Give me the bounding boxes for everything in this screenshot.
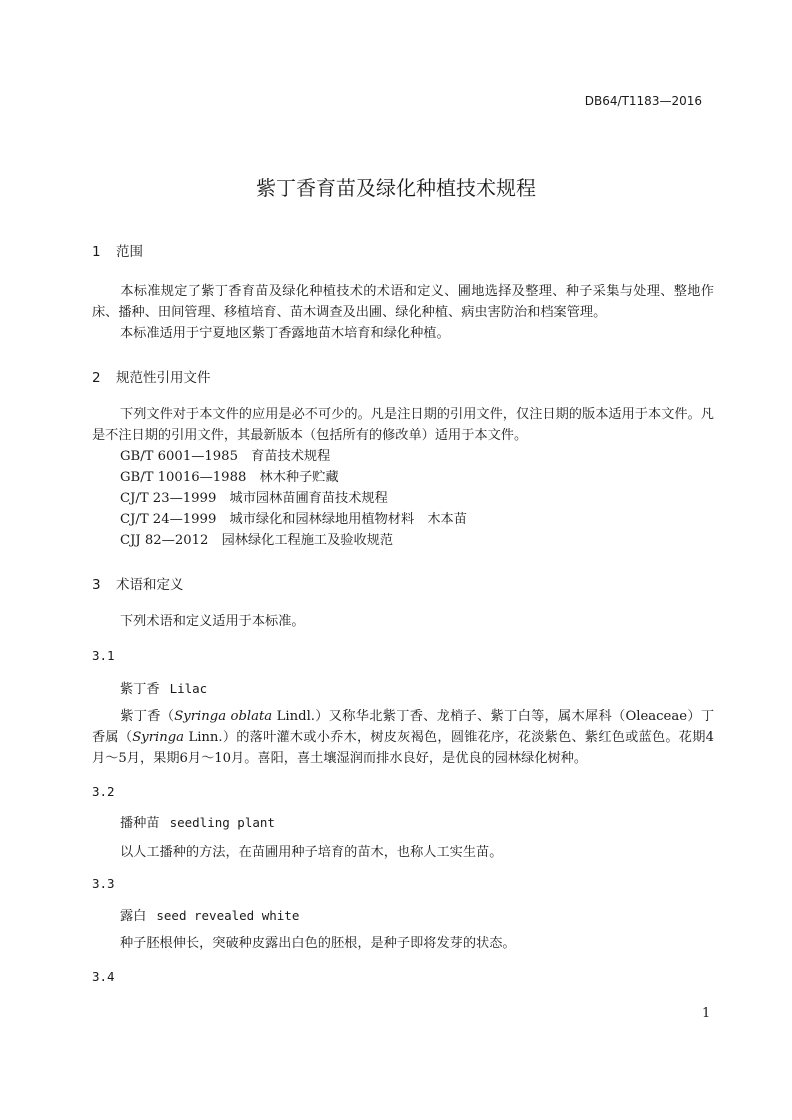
- section-3-intro: 下列术语和定义适用于本标准。: [120, 614, 305, 629]
- term-number: 3.3: [92, 876, 115, 891]
- term-definition: 以人工播种的方法，在苗圃用种子培育的苗木，也称人工实生苗。: [120, 845, 503, 860]
- reference-code: CJ/T 24—1999: [120, 512, 217, 527]
- term-heading: [120, 678, 207, 697]
- term-english: seedling plant: [169, 815, 275, 830]
- section-number: 2: [92, 370, 101, 386]
- reference-name: 林木种子贮藏: [259, 470, 339, 485]
- reference-name: 城市园林苗圃育苗技术规程: [229, 491, 388, 506]
- reference-item: [120, 509, 467, 530]
- section-2-heading: [92, 366, 211, 386]
- section-title: 术语和定义: [116, 577, 184, 593]
- section-number: 1: [92, 244, 101, 260]
- reference-code: GB/T 6001—1985: [120, 449, 238, 464]
- document-code: DB64/T1183—2016: [584, 94, 702, 108]
- section-title: 范围: [116, 244, 143, 260]
- section-title: 规范性引用文件: [116, 370, 211, 386]
- reference-name: 育苗技术规程: [251, 449, 331, 464]
- section-1-paragraph-1: 本标准规定了紫丁香育苗及绿化种植技术的术语和定义、圃地选择及整理、种子采集与处理、整地作床、播种、田间管理、移植培育、苗木调查及出圃、绿化种植、病虫害防治和档案管理。: [92, 284, 714, 320]
- reference-item: [120, 467, 339, 488]
- reference-code: GB/T 10016—1988: [120, 470, 247, 485]
- reference-name: 园林绿化工程施工及验收规范: [221, 533, 394, 548]
- term-number: 3.4: [92, 969, 115, 984]
- term-chinese: 播种苗: [120, 816, 160, 831]
- term-heading: [120, 812, 275, 831]
- term-definition: 种子胚根伸长，突破种皮露出白色的胚根，是种子即将发芽的状态。: [120, 936, 516, 951]
- term-english: seed revealed white: [156, 908, 300, 923]
- section-1-paragraph-2: 本标准适用于宁夏地区紫丁香露地苗木培育和绿化种植。: [120, 326, 450, 341]
- reference-name: 城市绿化和园林绿地用植物材料 木本苗: [229, 512, 467, 527]
- term-number: 3.2: [92, 784, 115, 799]
- reference-code: CJJ 82—2012: [120, 533, 209, 548]
- reference-item: [120, 488, 388, 509]
- reference-item: [120, 530, 393, 551]
- section-2-intro: 下列文件对于本文件的应用是必不可少的。凡是注日期的引用文件，仅注日期的版本适用于本文件。凡是不注日期的引用文件，其最新版本（包括所有的修改单）适用于本文件。: [92, 407, 714, 443]
- section-number: 3: [92, 577, 101, 593]
- document-title: 紫丁香育苗及绿化种植技术规程: [256, 176, 536, 200]
- term-english: Lilac: [169, 681, 208, 696]
- reference-item: [120, 446, 330, 467]
- term-number: 3.1: [92, 648, 115, 663]
- reference-code: CJ/T 23—1999: [120, 491, 217, 506]
- page-number: 1: [702, 1006, 711, 1021]
- term-chinese: 露白: [120, 909, 147, 924]
- term-heading: [120, 905, 299, 924]
- term-definition: 紫丁香（Syringa oblata Lindl.）又称华北紫丁香、龙梢子、紫丁白等，属木犀科（Oleaceae）丁香属（Syringa Linn.）的落叶灌木或小乔木，树皮灰褐色，圆锥花序，花淡紫色、紫红色或蓝色。花期4月～5月，果期6月～10月。喜阳，喜土壤湿润而排水良好，是优良的园林绿化树种。: [92, 709, 715, 766]
- section-3-heading: [92, 573, 184, 593]
- term-chinese: 紫丁香: [120, 682, 160, 697]
- section-1-heading: [92, 240, 143, 260]
